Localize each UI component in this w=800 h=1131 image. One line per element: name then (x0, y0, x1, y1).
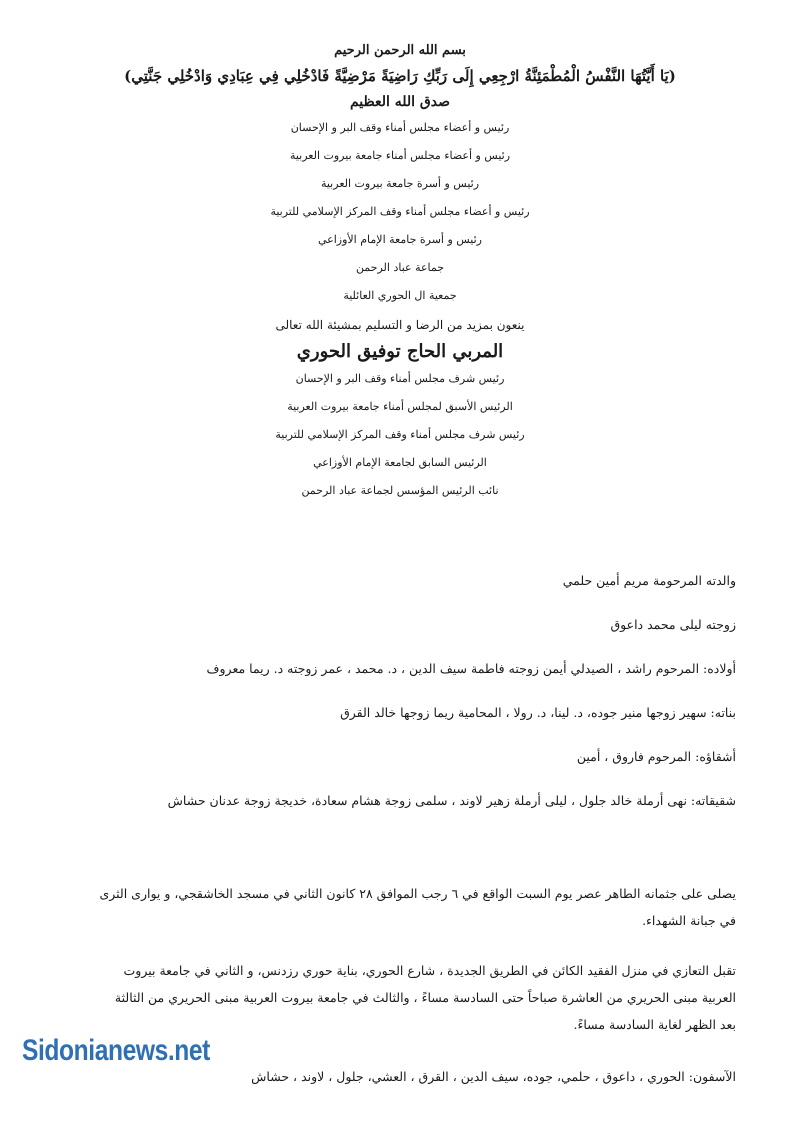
mourning-statement: ينعون بمزيد من الرضا و التسليم بمشيئة الله تعالى (275, 318, 525, 332)
deceased-name: المربي الحاج توفيق الحوري (296, 341, 504, 362)
funeral-notice (96, 880, 736, 934)
family-sons: أولاده: المرحوم راشد ، الصيدلي أيمن زوجته فاطمة سيف الدين ، د. محمد ، عمر زوجته د. ريما معروف (206, 661, 736, 676)
mourning-organization: رئيس و أعضاء مجلس أمناء وقف المركز الإسلامي للتربية (270, 205, 530, 218)
deceased-title: نائب الرئيس المؤسس لجماعة عباد الرحمن (301, 484, 499, 497)
mourning-organization: جماعة عباد الرحمن (355, 261, 445, 274)
family-daughters: بناته: سهير زوجها منير جوده، د. لينا، د. رولا ، المحامية ريما زوجها خالد القرق (340, 705, 736, 720)
mourning-organization: رئيس و أسرة جامعة بيروت العربية (320, 177, 480, 190)
mourning-organization: رئيس و أعضاء مجلس أمناء جامعة بيروت العربية (289, 149, 511, 162)
deceased-title: رئيس شرف مجلس أمناء وقف المركز الإسلامي للتربية (275, 428, 525, 441)
mourning-organization: جمعية ال الحوري العائلية (343, 289, 457, 302)
deceased-title: رئيس شرف مجلس أمناء وقف البر و الإحسان (295, 372, 505, 385)
sadaq-allah: صدق الله العظيم (349, 94, 451, 110)
funeral-text: يصلى على جثمانه الطاهر عصر يوم السبت الواقع في ٦ رجب الموافق ٢٨ كانون الثاني في مسجد الخاشقجي، و يوارى الثرى في جبانة الشهداء. (99, 886, 736, 928)
family-list (90, 572, 736, 836)
family-mother: والدته المرحومة مريم أمين حلمي (562, 573, 736, 588)
obituary-header (100, 40, 700, 498)
condolences-notice (96, 957, 736, 1038)
mourners-text: الآسفون: الحوري ، داعوق ، حلمي، جوده، سيف الدين ، القرق ، العشي، جلول ، لاوند ، حشاش (251, 1069, 736, 1084)
deceased-title: الرئيس الأسبق لمجلس أمناء جامعة بيروت العربية (287, 400, 513, 413)
condolences-text: تقبل التعازي في منزل الفقيد الكائن في الطريق الجديدة ، شارع الحوري، بناية حوري رزدنس، و الثاني في جامعة بيروت العربية مبنى الحريري من العاشرة صباحاً حتى السادسة مساءً ، والثالث في جامعة بيروت العربية مبنى الحريري من الثالثة بعد الظهر لغاية السادسة مساءً. (114, 963, 736, 1032)
deceased-title: الرئيس السابق لجامعة الإمام الأوزاعي (313, 456, 487, 469)
family-sisters: شقيقاته: نهى أرملة خالد جلول ، ليلى أرملة زهير لاوند ، سلمى زوجة هشام سعادة، خديجة زوجة عدنان حشاش (167, 793, 736, 808)
mourning-organization: رئيس و أسرة جامعة الإمام الأوزاعي (318, 233, 482, 246)
family-brothers: أشقاؤه: المرحوم فاروق ، أمين (576, 749, 736, 764)
site-watermark: Sidonianews.net (22, 1034, 210, 1067)
quran-verse: (يَا أَيَّتُهَا النَّفْسُ الْمُطْمَئِنَّةُ ارْجِعِي إِلَى رَبِّكِ رَاضِيَةً مَرْضِيَّةً فَادْخُلِي فِي عِبَادِي وَادْخُلِي جَنَّتِي) (124, 67, 676, 85)
mourning-organization: رئيس و أعضاء مجلس أمناء وقف البر و الإحسان (290, 121, 510, 134)
family-wife: زوجته ليلى محمد داعوق (610, 617, 736, 632)
basmala: بسم الله الرحمن الرحيم (334, 43, 466, 58)
mourners-section (200, 1068, 736, 1086)
